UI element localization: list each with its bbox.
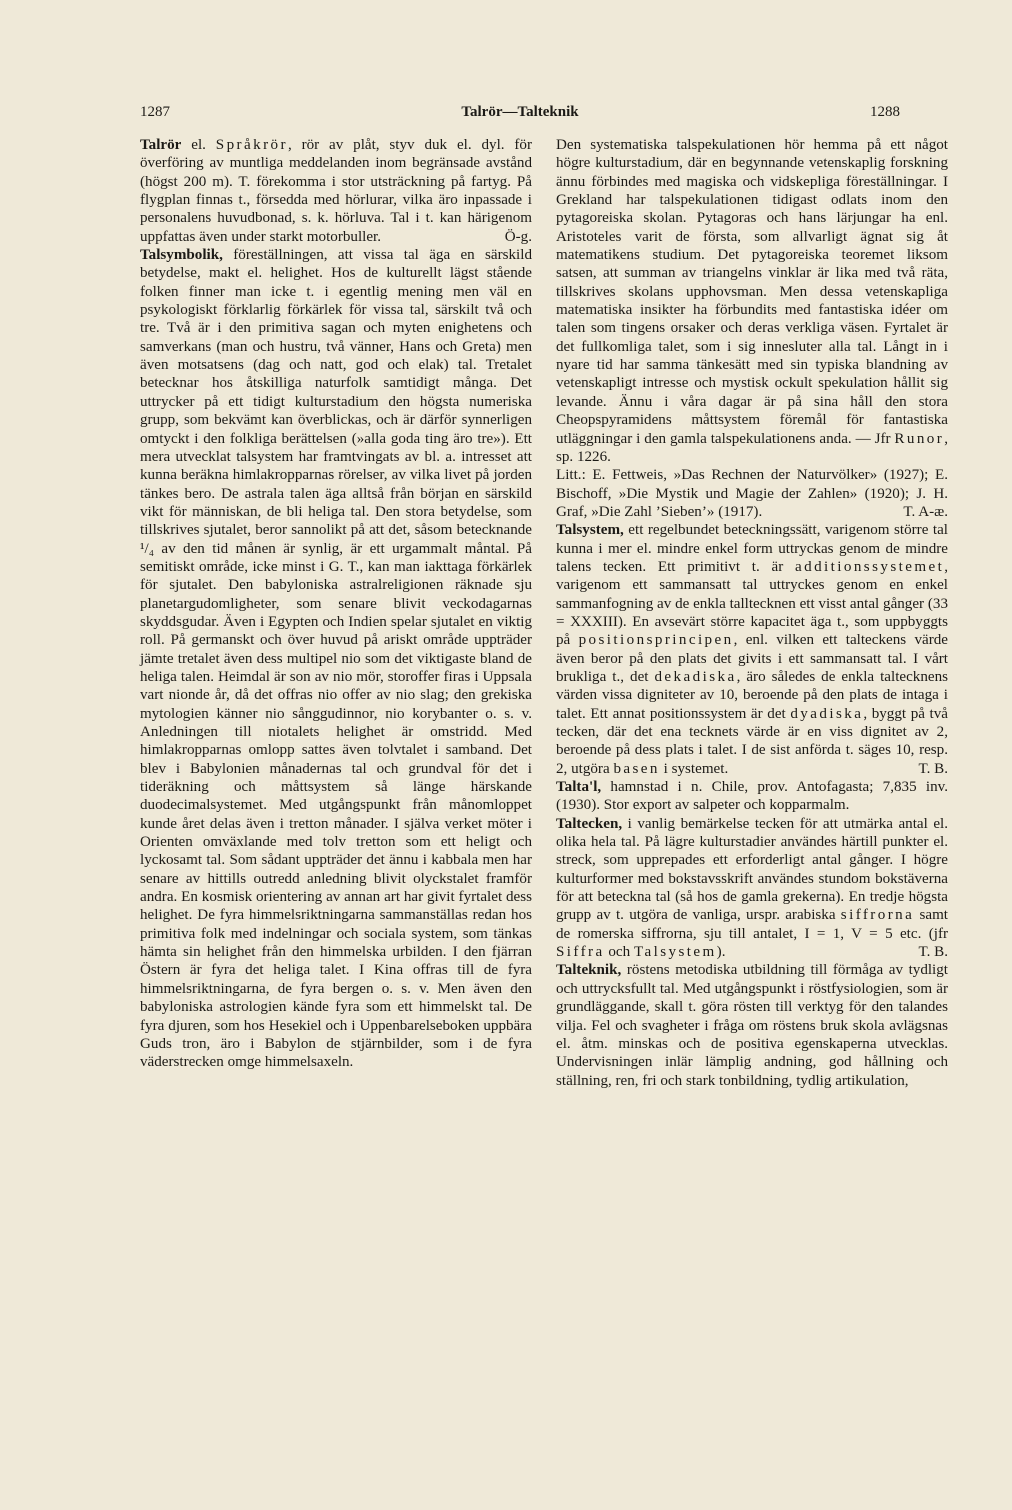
entry-text: hamnstad i n. Chile, prov. Antofagasta; 7,835 inv. (1930). Stor export av salpeter och kopparmalm. xyxy=(556,779,948,814)
spaced-term: basen xyxy=(613,760,660,777)
entry-head-taltal: Talta'l, xyxy=(556,779,602,796)
entry-head-talteknik: Talteknik, xyxy=(556,962,622,979)
entry-text: , enl. vilken ett talteckens värde även beror på den plats det givits i ett sammansatt tal. I vårt brukliga t., det xyxy=(556,632,948,685)
entry-text: , äro således de enkla taltecknens värden vissa digniteter av 10, beroende på den plats de intaga i talet. Ett annat positionssystem är det xyxy=(556,668,948,722)
author-signature: T. A-æ. xyxy=(903,503,948,520)
entry-head-talsymbolik: Talsymbolik, xyxy=(140,247,223,264)
spaced-term: siffrorna xyxy=(840,907,915,924)
entry-talror xyxy=(140,136,532,246)
running-title: Talrör—Talteknik xyxy=(461,104,579,120)
entry-text: i vanlig bemärkelse tecken för att utmärka antal el. olika hela tal. På lägre kulturstadier användes härtill punkter el. streck, som upprepades ett erforderligt antal gånger. I högre kulturformer med bokstavsskrift användes stundom bokstäverna för att beteckna tal (så hos de gamla grekerna). En tredje högsta grupp av t. utgöra de vanliga, urspr. arabiska xyxy=(556,815,948,924)
right-column xyxy=(556,136,948,1090)
page-number-right: 1288 xyxy=(870,104,900,120)
spaced-term: Språkrör xyxy=(215,137,288,153)
page-header xyxy=(140,104,900,126)
spaced-term: dyadiska xyxy=(790,705,864,722)
literature-text: Litt.: E. Fettweis, »Das Rechnen der Naturvölker» (1927); E. Bischoff, »Die Mystik und Magie der Zahlen» (1920); J. H. Graf, »Die Zahl ’Sieben’» (1917). xyxy=(556,467,948,520)
entry-text: Den systematiska talspekulationen hör hemma på ett något högre kulturstadium, där en begynnande vetenskaplig forskning ännu förbindes med magiska och vidskepliga föreställningar. I Grekland har talspekulationen tidigast odlats inom den pytagoreiska skolan. Pytagoras och hans lärjungar ha enl. Aristoteles varit de första, som allvarligt ägnat sig åt matematikens studium. Det pytagoreiska teoremet liksom satsen, att summan av triangelns vinklar är lika med två räta, tillskrives skolans upphovsman. Men dessa vetenskapliga matematiska insikter ha förbundits med fantastiska idéer om talen som tingens orsaker och deras verkliga väsen. Fyrtalet är det fullkomliga talet, som i sig innesluter alla tal. Långt in i nyare tid har samma tänkesätt med sin typiska blandning av vetenskapligt intresse och mystisk ockult spekulation hållit sig levande. Ännu i våra dagar är på sina håll den stora Cheopspyramidens måttsystem föremål för fantastiska utläggningar i den gamla talspekulationens anda. — Jfr xyxy=(556,137,948,447)
entry-text: samt de romerska siffrorna, sju till antalet, I = 1, V = 5 etc. (jfr xyxy=(556,907,949,942)
entry-text: i systemet. xyxy=(659,760,729,777)
entry-text: , byggt på två tecken, där det ena tecknets värde är en viss dignitet av 2, beroende på dess plats i talet. I de sist anförda t. säges 10, resp. 2, utgöra xyxy=(556,705,948,777)
entry-head-talsystem: Talsystem, xyxy=(556,522,624,539)
entry-talteknik xyxy=(556,961,948,1089)
entry-text: ). xyxy=(716,944,726,961)
cross-reference: Runor xyxy=(894,430,945,447)
entry-head-talror: Talrör xyxy=(140,137,182,153)
entry-talsystem xyxy=(556,521,948,778)
entry-talsymbolik-continued xyxy=(556,136,948,466)
page-number-left: 1287 xyxy=(140,104,170,120)
cross-reference: Siffra xyxy=(556,944,605,961)
entry-text: , sp. 1226. xyxy=(556,430,948,465)
entry-text: föreställningen, att vissa tal äga en särskild betydelse, makt el. helighet. Hos de kulturellt lägst stående folken finner man icke t. i egentlig mening men väl en psykologiskt förklarlig förkärlek för vissa tal, särskilt två och tre. Två är i den primitiva sagan och myten enighetens och samverkans (man och hustru, två vänner, Hans och Greta) men även motsatsens (dag och natt, god och elak) tal. Tretalet betecknar hos åtskilliga naturfolk samtidigt många. Det uttrycker på ett tidigt kulturstadium den högsta numeriska grupp, som bekvämt kan överblickas, och är därför synnerligen omtyckt i den folkliga berättelsen (»alla goda ting äro tre»). Ett mera utvecklat talsystem har framtvingats av bl. a. intresset att kunna beräkna himlakropparnas rörelser, av vilka livet på jorden tänkes bero. De astrala talen äga alltså från början en särskild vikt för människan, de bli heliga tal. Den stora betydelse, som tillskrives sjutalet, beror sannolikt på att det, såsom betecknande ¹/₄ av den tid månen är synlig, är ett urgammalt måntal. På semitiskt område, icke minst i G. T., kan man iakttaga förkärlek för sjutalet. Den babyloniska astralreligionen räknade sju planetargudomligheter, som senare blivit veckodagarnas skyddsgudar. Även i Egypten och Indien spelar sjutalet en viktig roll. På germanskt och över huvud på ariskt område uppträder jämte tretalet även dess multipel nio som det viktigaste bland de heliga talen. Heimdal är son av nio mör, storoffer firas i Uppsala vart nionde år, då det offras nio offer av nio slag; den grekiska mytologien känner nio sånggudinnor, nio korybanter o. s. v. Anledningen till niotalets helighet är omstridd. Med himlakropparnas omlopp sattes även tolvtalet i samband. Det blev i Babylonien månadernas tal och grundval för det i tideräkning och måttsystem så länge härskande duodecimalsystemet. Med utgångspunkt från månomloppet kunde året delas även i tretton månader. I själva verket möter i Orienten omväxlande med tolv tretton som ett heligt och lyckosamt tal. Som sådant uppträder det ännu i kabbala men har senare av hittills outredd anledning blivit olyckstalet framför andra. En kosmisk orientering av annan art har givit fyrtalet dess helighet. De fyra himmelsriktningarna sammanställas redan hos primitiva folk med indelningar och sociala system, som tänkas hämta sin helighet från den himmelska urbilden. I den fjärran Östern är fyra det heliga talet. I Kina offras till de fyra himmelsriktningarna, de fyra bergen o. s. v. Men även den babyloniska astrologien kände fyra som ett himmelskt tal. De fyra djuren, som hos Hesekiel och i Uppenbarelseboken uppbära Guds tron, äro i Babylon de stjärnbilder, som i de fyra väderstrecken omge himmelsaxeln. xyxy=(140,247,532,1071)
spaced-term: dekadiska xyxy=(654,668,737,685)
cross-reference: Talsystem xyxy=(633,944,717,961)
entry-head-taltecken: Taltecken, xyxy=(556,815,623,832)
entry-talsymbolik xyxy=(140,246,532,1071)
entry-text: , rör av plåt, styv duk el. dyl. för överföring av muntliga meddelanden inom begränsade avstånd (högst 200 m). T. förekomma i stor utsträckning på fartyg. På flygplan finnas t., försedda med hörlurar, vilka äro inpassade i personalens huvudbonad, s. k. hörluva. Tal i t. kan härigenom uppfattas även under starkt motorbuller. xyxy=(140,137,533,245)
entry-text: röstens metodiska utbildning till förmåga av tydligt och uttrycksfullt tal. Med utgångspunkt i röstfysiologien, som är grundläggande, skall t. göra rösten till verktyg för den talandes vilja. Fel och svagheter i fråga om röstens bruk skola avlägsnas el. åtm. minskas och de positiva egenskaperna utvecklas. Undervisningen inlär lämplig andning, god hållning och ställning, ren, fri och stark tonbildning, tydlig artikulation, xyxy=(556,962,948,1089)
spaced-term: positionsprincipen xyxy=(578,632,734,649)
left-column xyxy=(140,136,532,1072)
entry-taltecken xyxy=(556,815,948,962)
entry-text: och xyxy=(604,944,634,961)
entry-taltal xyxy=(556,778,948,815)
author-signature: T. B. xyxy=(918,944,948,961)
literature-reference xyxy=(556,466,948,521)
author-signature: Ö-g. xyxy=(504,228,532,245)
spaced-term: additionssystemet xyxy=(794,558,945,575)
entry-text: ett regelbundet beteckningssätt, varigenom större tal kunna i mer el. mindre enkel form uttryckas genom de mindre talens tecken. Ett primitivt t. är xyxy=(556,522,948,575)
entry-text: el. xyxy=(181,137,216,153)
author-signature: T. B. xyxy=(918,760,948,777)
entry-text: , varigenom ett sammansatt tal uttryckes genom en enkel sammanfogning av de enkla talltecknen ett visst antal gånger (33 = XXXIII). En avsevärt större kapacitet äga t., som uppbyggts på xyxy=(556,558,948,649)
